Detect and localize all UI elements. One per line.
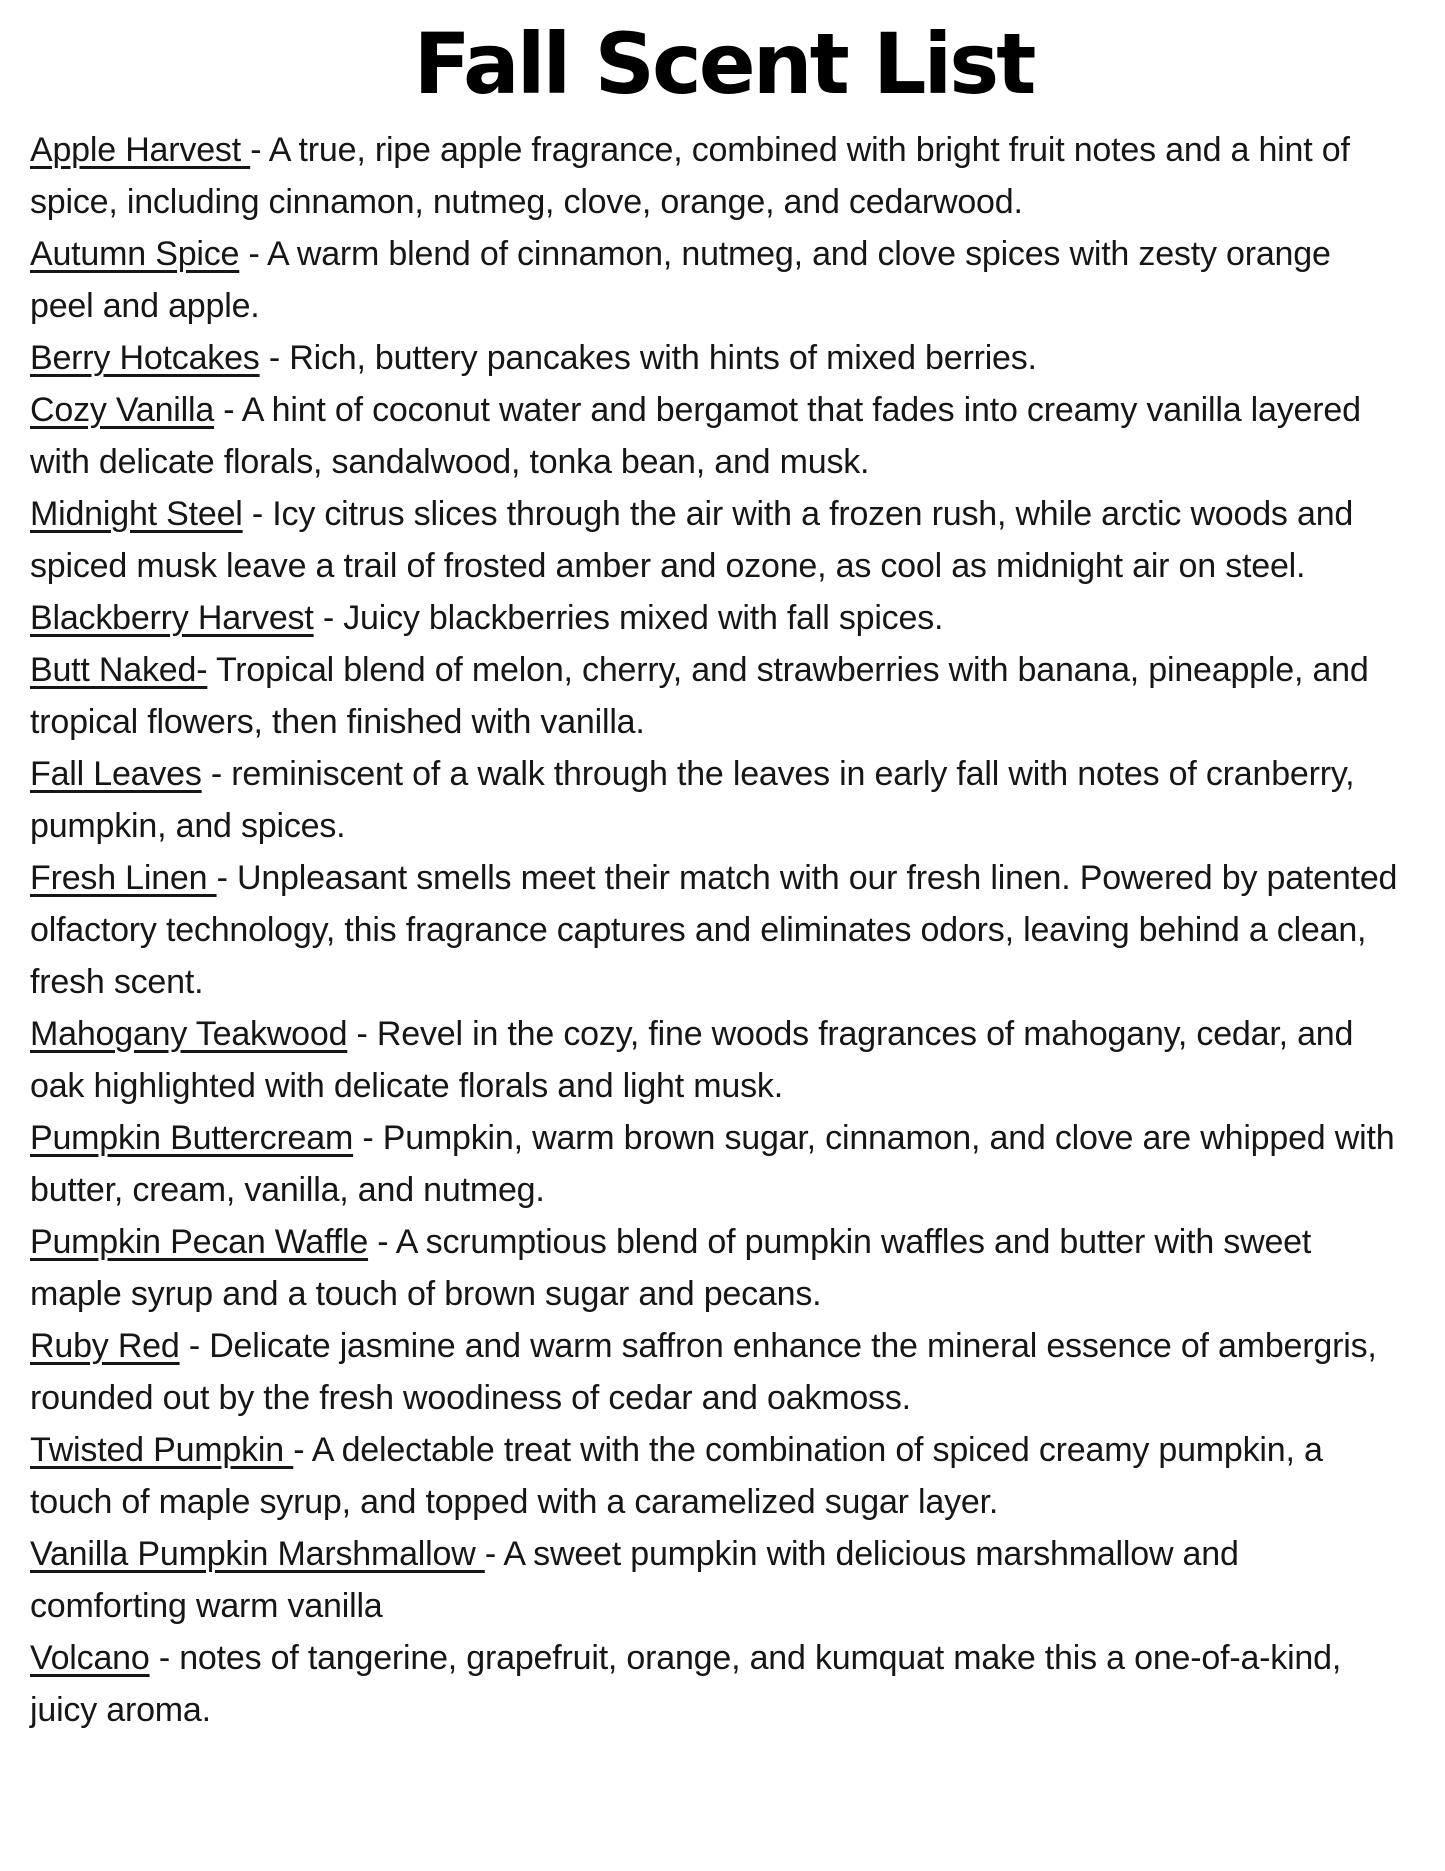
- scent-description: Tropical blend of melon, cherry, and strawberries with banana, pineapple, and tropical flowers, then finished with vanilla.: [30, 651, 1369, 741]
- scent-name: Fall Leaves: [30, 755, 202, 793]
- scent-description: - A hint of coconut water and bergamot that fades into creamy vanilla layered with delicate florals, sandalwood, tonka bean, and musk.: [30, 391, 1361, 481]
- scent-name: Cozy Vanilla: [30, 391, 215, 429]
- scent-name: Pumpkin Pecan Waffle: [30, 1223, 369, 1261]
- scent-entry: [30, 488, 1402, 592]
- scent-description: - A scrumptious blend of pumpkin waffles and butter with sweet maple syrup and a touch of brown sugar and pecans.: [30, 1223, 1312, 1313]
- scent-name: Pumpkin Buttercream: [30, 1119, 354, 1157]
- scent-entry: [30, 1008, 1402, 1112]
- scent-description: - reminiscent of a walk through the leaves in early fall with notes of cranberry, pumpkin, and spices.: [30, 755, 1355, 845]
- scent-entry: [30, 384, 1402, 488]
- scent-entry: [30, 332, 1402, 384]
- scent-entry: [30, 1112, 1402, 1216]
- scent-entry: [30, 1424, 1402, 1528]
- scent-description: - A delectable treat with the combination of spiced creamy pumpkin, a touch of maple syrup, and topped with a caramelized sugar layer.: [30, 1431, 1323, 1521]
- scent-description: - notes of tangerine, grapefruit, orange, and kumquat make this a one-of-a-kind, juicy aroma.: [30, 1639, 1342, 1729]
- scent-entry: [30, 228, 1402, 332]
- scent-description: - Unpleasant smells meet their match with our fresh linen. Powered by patented olfactory technology, this fragrance captures and eliminates odors, leaving behind a clean, fresh scent.: [30, 859, 1398, 1001]
- scent-entry: [30, 748, 1402, 852]
- scent-name: Autumn Spice: [30, 235, 240, 273]
- scent-description: - Icy citrus slices through the air with a frozen rush, while arctic woods and spiced musk leave a trail of frosted amber and ozone, as cool as midnight air on steel.: [30, 495, 1354, 585]
- scent-description: - Revel in the cozy, fine woods fragrances of mahogany, cedar, and oak highlighted with delicate florals and light musk.: [30, 1015, 1354, 1105]
- scent-entry: [30, 1528, 1402, 1632]
- scent-name: Ruby Red: [30, 1327, 180, 1365]
- scent-name: Fresh Linen: [30, 859, 217, 897]
- scent-name: Vanilla Pumpkin Marshmallow: [30, 1535, 485, 1573]
- scent-entry: [30, 124, 1402, 228]
- scent-name: Twisted Pumpkin: [30, 1431, 294, 1469]
- scent-description: - A warm blend of cinnamon, nutmeg, and clove spices with zesty orange peel and apple.: [30, 235, 1331, 325]
- scent-name: Volcano: [30, 1639, 150, 1677]
- scent-entry: [30, 1320, 1402, 1424]
- scent-entry: [30, 1216, 1402, 1320]
- scent-description: - A true, ripe apple fragrance, combined with bright fruit notes and a hint of spice, including cinnamon, nutmeg, clove, orange, and cedarwood.: [30, 131, 1350, 221]
- page-title: Fall Scent List: [413, 15, 1034, 113]
- scent-name: Mahogany Teakwood: [30, 1015, 348, 1053]
- scent-description: - Pumpkin, warm brown sugar, cinnamon, and clove are whipped with butter, cream, vanilla, and nutmeg.: [30, 1119, 1395, 1209]
- scent-entry: [30, 592, 1402, 644]
- scent-description: - A sweet pumpkin with delicious marshmallow and comforting warm vanilla: [30, 1535, 1239, 1625]
- scent-description: - Rich, buttery pancakes with hints of mixed berries.: [259, 339, 1037, 377]
- scent-name: Apple Harvest: [30, 131, 251, 169]
- scent-entry: [30, 1632, 1402, 1736]
- scent-entry: [30, 644, 1402, 748]
- scent-name: Midnight Steel: [30, 495, 243, 533]
- scent-entry: [30, 852, 1402, 1008]
- scent-name: Blackberry Harvest: [30, 599, 314, 637]
- scent-description: - Juicy blackberries mixed with fall spices.: [313, 599, 944, 637]
- scent-description: - Delicate jasmine and warm saffron enhance the mineral essence of ambergris, rounded out by the fresh woodiness of cedar and oakmoss.: [30, 1327, 1377, 1417]
- scent-name: Berry Hotcakes: [30, 339, 260, 377]
- scent-list: [30, 124, 1402, 1736]
- scent-name: Butt Naked-: [30, 651, 208, 689]
